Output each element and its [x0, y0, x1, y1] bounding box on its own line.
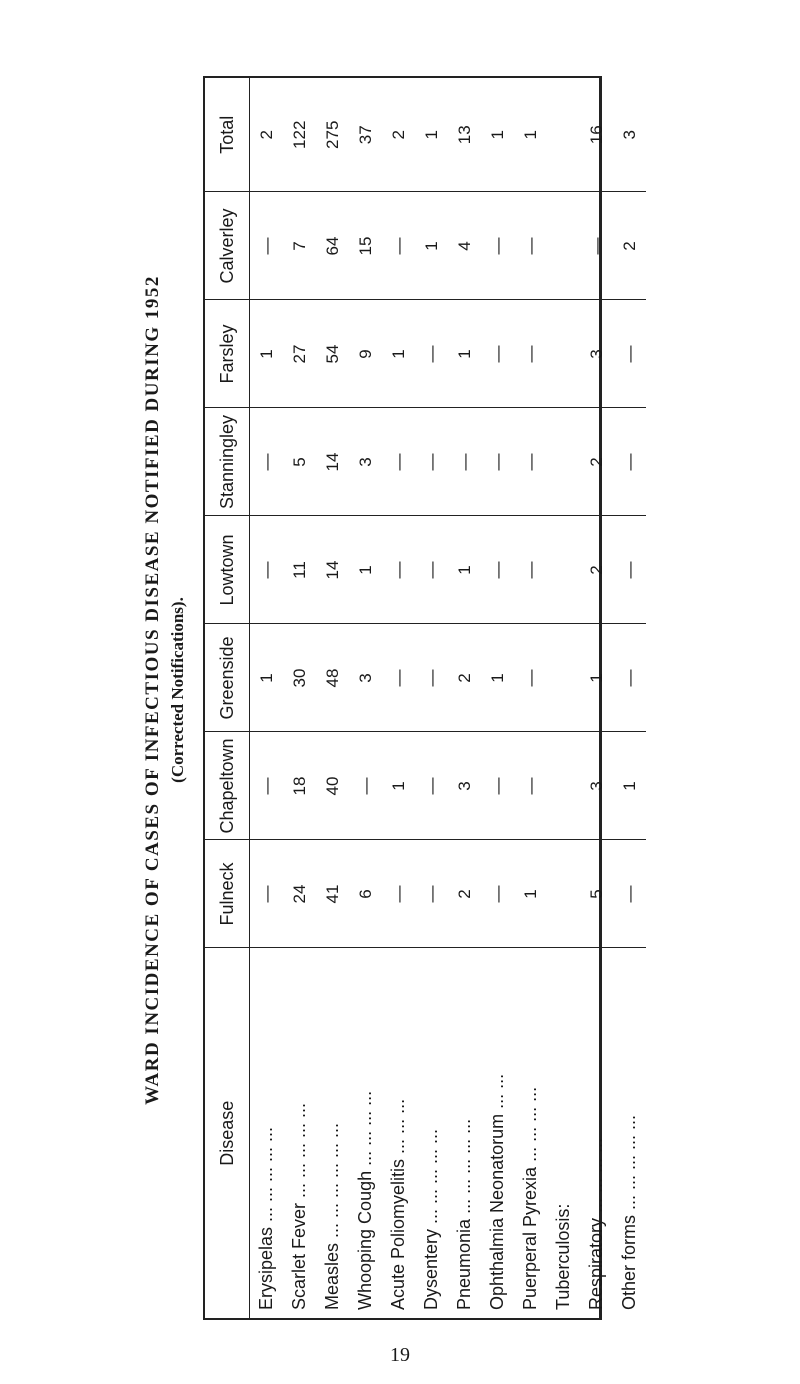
header-calverley: Calverley	[205, 192, 250, 300]
lowtown-cell: —	[481, 516, 514, 624]
calverley-cell: —	[580, 192, 613, 300]
page-subheading: (Corrected Notifications).	[168, 597, 187, 783]
total-cell: 1	[481, 78, 514, 192]
calverley-cell: 1	[415, 192, 448, 300]
calverley-cell: —	[382, 192, 415, 300]
farsley-cell: 9	[349, 300, 382, 408]
header-total: Total	[205, 78, 250, 192]
calverley-cell: —	[514, 192, 547, 300]
header-farsley: Farsley	[205, 300, 250, 408]
header-lowtown: Lowtown	[205, 516, 250, 624]
farsley-cell	[547, 300, 580, 408]
total-cell: 3	[613, 78, 646, 192]
greenside-cell: 48	[316, 624, 349, 732]
fulneck-cell: 6	[349, 840, 382, 948]
calverley-cell	[547, 192, 580, 300]
farsley-cell: 1	[382, 300, 415, 408]
chapeltown-cell: 1	[382, 732, 415, 840]
farsley-cell: 27	[283, 300, 316, 408]
table-row	[514, 78, 547, 1318]
table-body	[250, 78, 647, 1318]
chapeltown-cell: —	[250, 732, 284, 840]
disease-cell: Acute Poliomyelitis ... ... ...	[388, 1098, 408, 1310]
stanningley-cell: —	[415, 408, 448, 516]
chapeltown-cell: —	[481, 732, 514, 840]
disease-cell: Ophthalmia Neonatorum ... ...	[487, 1073, 507, 1310]
lowtown-cell: 14	[316, 516, 349, 624]
chapeltown-cell: —	[349, 732, 382, 840]
page-heading: WARD INCIDENCE OF CASES OF INFECTIOUS DISEASE NOTIFIED DURING 1952	[142, 275, 163, 1105]
stanningley-cell: 3	[349, 408, 382, 516]
chapeltown-cell: 3	[448, 732, 481, 840]
disease-cell: Dysentery ... ... ... ... ...	[421, 1128, 441, 1310]
chapeltown-cell: 3	[580, 732, 613, 840]
fulneck-cell: 24	[283, 840, 316, 948]
disease-cell: Measles ... ... ... ... ... ...	[322, 1122, 342, 1310]
fulneck-cell: 41	[316, 840, 349, 948]
greenside-cell: —	[415, 624, 448, 732]
calverley-cell: 15	[349, 192, 382, 300]
fulneck-cell: 5	[580, 840, 613, 948]
total-cell	[547, 78, 580, 192]
disease-cell: Other forms ... ... ... ... ...	[619, 1114, 639, 1310]
lowtown-cell: —	[415, 516, 448, 624]
stanningley-cell: —	[481, 408, 514, 516]
calverley-cell: 4	[448, 192, 481, 300]
disease-cell: Respiratory ... ... ... ...	[586, 1137, 606, 1310]
lowtown-cell: 1	[349, 516, 382, 624]
farsley-cell: 54	[316, 300, 349, 408]
header-greenside: Greenside	[205, 624, 250, 732]
total-cell: 37	[349, 78, 382, 192]
fulneck-cell	[547, 840, 580, 948]
greenside-cell: 2	[448, 624, 481, 732]
table-row	[481, 78, 514, 1318]
lowtown-cell: —	[382, 516, 415, 624]
rotated-page-content	[130, 50, 730, 1330]
stanningley-cell: —	[382, 408, 415, 516]
lowtown-cell: 11	[283, 516, 316, 624]
table-frame-left	[203, 1318, 602, 1320]
farsley-cell: 1	[448, 300, 481, 408]
header-disease: Disease	[205, 948, 250, 1318]
total-cell: 13	[448, 78, 481, 192]
table-row	[547, 78, 580, 1318]
greenside-cell: —	[613, 624, 646, 732]
table-row	[613, 78, 646, 1318]
incidence-table	[205, 78, 646, 1318]
fulneck-cell: 1	[514, 840, 547, 948]
farsley-cell: —	[481, 300, 514, 408]
greenside-cell	[547, 624, 580, 732]
table-row	[415, 78, 448, 1318]
farsley-cell: 3	[580, 300, 613, 408]
table-row	[448, 78, 481, 1318]
farsley-cell: —	[415, 300, 448, 408]
greenside-cell: 1	[580, 624, 613, 732]
farsley-cell: —	[613, 300, 646, 408]
header-stanningley: Stanningley	[205, 408, 250, 516]
fulneck-cell: 2	[448, 840, 481, 948]
calverley-cell: —	[250, 192, 284, 300]
greenside-cell: —	[514, 624, 547, 732]
table-row	[250, 78, 284, 1318]
lowtown-cell: 2	[580, 516, 613, 624]
farsley-cell: —	[514, 300, 547, 408]
chapeltown-cell: —	[415, 732, 448, 840]
disease-cell: Puerperal Pyrexia ... ... ... ...	[520, 1086, 540, 1310]
table-header-row	[205, 78, 250, 1318]
disease-cell: Erysipelas ... ... ... ... ...	[256, 1126, 276, 1310]
stanningley-cell: 2	[580, 408, 613, 516]
disease-cell: Tuberculosis:	[553, 1203, 573, 1310]
total-cell: 1	[514, 78, 547, 192]
stanningley-cell: —	[250, 408, 284, 516]
fulneck-cell: —	[382, 840, 415, 948]
table-row	[382, 78, 415, 1318]
total-cell: 275	[316, 78, 349, 192]
chapeltown-cell: —	[514, 732, 547, 840]
table-row	[349, 78, 382, 1318]
total-cell: 1	[415, 78, 448, 192]
lowtown-cell: —	[613, 516, 646, 624]
stanningley-cell: 5	[283, 408, 316, 516]
total-cell: 2	[250, 78, 284, 192]
chapeltown-cell: 18	[283, 732, 316, 840]
stanningley-cell	[547, 408, 580, 516]
fulneck-cell: —	[250, 840, 284, 948]
chapeltown-cell: 1	[613, 732, 646, 840]
lowtown-cell: 1	[448, 516, 481, 624]
lowtown-cell	[547, 516, 580, 624]
stanningley-cell: —	[514, 408, 547, 516]
greenside-cell: —	[382, 624, 415, 732]
stanningley-cell: —	[448, 408, 481, 516]
page-number: 19	[390, 1344, 410, 1366]
fulneck-cell: —	[613, 840, 646, 948]
fulneck-cell: —	[481, 840, 514, 948]
chapeltown-cell	[547, 732, 580, 840]
disease-cell: Scarlet Fever ... ... ... ... ...	[289, 1102, 309, 1310]
greenside-cell: 30	[283, 624, 316, 732]
calverley-cell: —	[481, 192, 514, 300]
greenside-cell: 3	[349, 624, 382, 732]
total-cell: 16	[580, 78, 613, 192]
calverley-cell: 7	[283, 192, 316, 300]
header-fulneck: Fulneck	[205, 840, 250, 948]
stanningley-cell: 14	[316, 408, 349, 516]
fulneck-cell: —	[415, 840, 448, 948]
farsley-cell: 1	[250, 300, 284, 408]
greenside-cell: 1	[481, 624, 514, 732]
table-row	[316, 78, 349, 1318]
greenside-cell: 1	[250, 624, 284, 732]
stanningley-cell: —	[613, 408, 646, 516]
chapeltown-cell: 40	[316, 732, 349, 840]
total-cell: 2	[382, 78, 415, 192]
header-chapeltown: Chapeltown	[205, 732, 250, 840]
table-row	[283, 78, 316, 1318]
lowtown-cell: —	[514, 516, 547, 624]
disease-cell: Whooping Cough ... ... ... ...	[355, 1090, 375, 1310]
total-cell: 122	[283, 78, 316, 192]
calverley-cell: 64	[316, 192, 349, 300]
table-row	[580, 78, 613, 1318]
lowtown-cell: —	[250, 516, 284, 624]
calverley-cell: 2	[613, 192, 646, 300]
disease-cell: Pneumonia ... ... ... ... ...	[454, 1118, 474, 1310]
